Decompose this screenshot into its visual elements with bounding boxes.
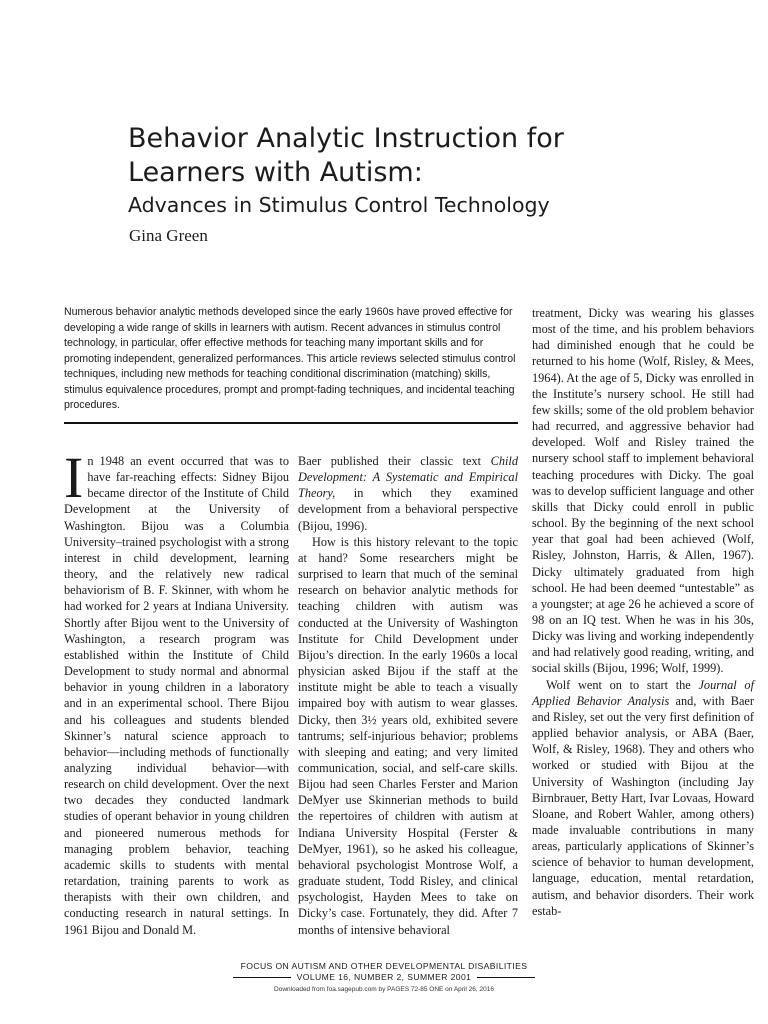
body-column-2 xyxy=(298,453,518,938)
title-line-2: Learners with Autism: xyxy=(128,157,423,188)
journal-title: Journal of Applied Behavior Analysis xyxy=(532,677,754,708)
text-run: and, with Baer and Risley, set out the very first definition of applied behavior analysis, or ABA (Baer, Wolf, & Risley, 1968). They and others who worked or studied with Bijou at the University of Washington (including Jay Birnbrauer, Betty Hart, Ivar Lovaas, Howard Sloane, and Robert Wahler, among others) made invaluable contributions in many areas, particularly applications of Skinner’s science of behavior to human development, language, education, mental retardation, autism, and behavior disorders. Their work estab- xyxy=(532,693,754,918)
title-line-1: Behavior Analytic Instruction for xyxy=(128,123,564,154)
footer-volume-text: VOLUME 16, NUMBER 2, SUMMER 2001 xyxy=(296,972,472,982)
body-column-1 xyxy=(64,445,289,938)
abstract: Numerous behavior analytic methods developed since the early 1960s have proved effective for developing a wide range of skills in learners with autism. Recent advances in stimulus control technology, in particular, offer effective methods for teaching many important skills and for promoting independent, generalized performances. This article reviews selected stimulus control techniques, including new methods for teaching conditional discrimination (matching) skills, stimulus equivalence procedures, prompt and prompt-fading techniques, and incidental teaching procedures. xyxy=(64,306,516,411)
abstract-divider xyxy=(64,422,518,424)
text-run: in which they examined development from a behavioral perspective (Bijou, 1996). xyxy=(298,486,518,533)
paragraph xyxy=(64,445,289,938)
paragraph: How is this history relevant to the topic at hand? Some researchers might be surprised to learn that much of the seminal research on behavior analytic methods for teaching children with autism was conducted at the University of Washington Institute for Child Development under Bijou’s direction. In the early 1960s a local physician asked Bijou if the staff at the institute might be able to teach a visually impaired boy with autism to wear glasses. Dicky, then 3½ years old, exhibited severe tantrums; self-injurious behavior; problems with sleeping and eating; and very limited communication, social, and self-care skills. Bijou had seen Charles Ferster and Marion DeMyer use Skinnerian methods to build the repertoires of children with autism at Indiana University Hospital (Ferster & DeMyer, 1961), so he asked his colleague, behavioral psychologist Montrose Wolf, a graduate student, Todd Risley, and clinical psychologist, Hayden Mees to take on Dicky’s case. Fortunately, they did. After 7 months of intensive behavioral xyxy=(298,534,518,937)
article-title xyxy=(128,122,688,190)
footer-rule-right xyxy=(477,977,535,978)
paragraph xyxy=(298,453,518,534)
footer-download-note: Downloaded from foa.sagepub.com by PAGES 72-85 ONE on April 26, 2016 xyxy=(274,986,494,993)
paragraph-text: n 1948 an event occurred that was to have far-reaching effects: Sidney Bijou became director of the Institute of Child Development at the University of Washington. Bijou was a Columbia University–trained psychologist with a strong interest in child development, learning theory, and the relatively new radical behaviorism of B. F. Skinner, with whom he had worked for 2 years at Indiana University. Shortly after Bijou went to the University of Washington, a research program was established within the Institute of Child Development to study normal and abnormal behavior in young children in a laboratory and in an experimental school. There Bijou and his colleagues and students blended Skinner’s natural science approach to behavior—including methods of functionally analyzing individual behavior—with research on child development. Over the next two decades they conducted landmark studies of operant behavior in young children and pioneered numerous methods for managing problem behavior, teaching academic skills to students with mental retardation, training parents to work as therapists with their own children, and conducting research in natural settings. In 1961 Bijou and Donald M. xyxy=(64,454,289,937)
book-title: Child Development: A Systematic and Empirical Theory, xyxy=(298,454,518,501)
body-column-3 xyxy=(532,305,754,919)
footer-rule-left xyxy=(233,977,291,978)
drop-cap: I xyxy=(64,445,84,510)
text-run: Wolf went on to start the xyxy=(546,677,699,692)
text-run: Baer published their classic text xyxy=(298,454,491,468)
article-subtitle: Advances in Stimulus Control Technology xyxy=(128,193,550,217)
paragraph: treatment, Dicky was wearing his glasses most of the time, and his problem behaviors had diminished enough that he could be returned to his home (Wolf, Risley, & Mees, 1964). At the age of 5, Dicky was enrolled in the Institute’s nursery school. He still had few skills; some of the old problem behavior had recurred, and aggressive behavior had developed. Wolf and Risley trained the nursery school staff to implement behavioral teaching procedures with Dicky. The goal was to develop sufficient language and other skills that Dicky could enroll in public school. By the beginning of the next school year that goal had been achieved (Wolf, Risley, Johnston, Harris, & Allen, 1967). Dicky ultimately graduated from high school. He had been deemed “untestable” as a youngster; at age 26 he achieved a score of 98 on an IQ test. When he was in his 30s, Dicky was living and working independently and had relatively good reading, writing, and social skills (Bijou, 1996; Wolf, 1999). xyxy=(532,306,754,676)
paragraph xyxy=(532,677,754,919)
footer-journal-name: FOCUS ON AUTISM AND OTHER DEVELOPMENTAL DISABILITIES xyxy=(240,961,528,971)
author-name: Gina Green xyxy=(129,226,208,245)
footer-volume xyxy=(0,972,768,982)
